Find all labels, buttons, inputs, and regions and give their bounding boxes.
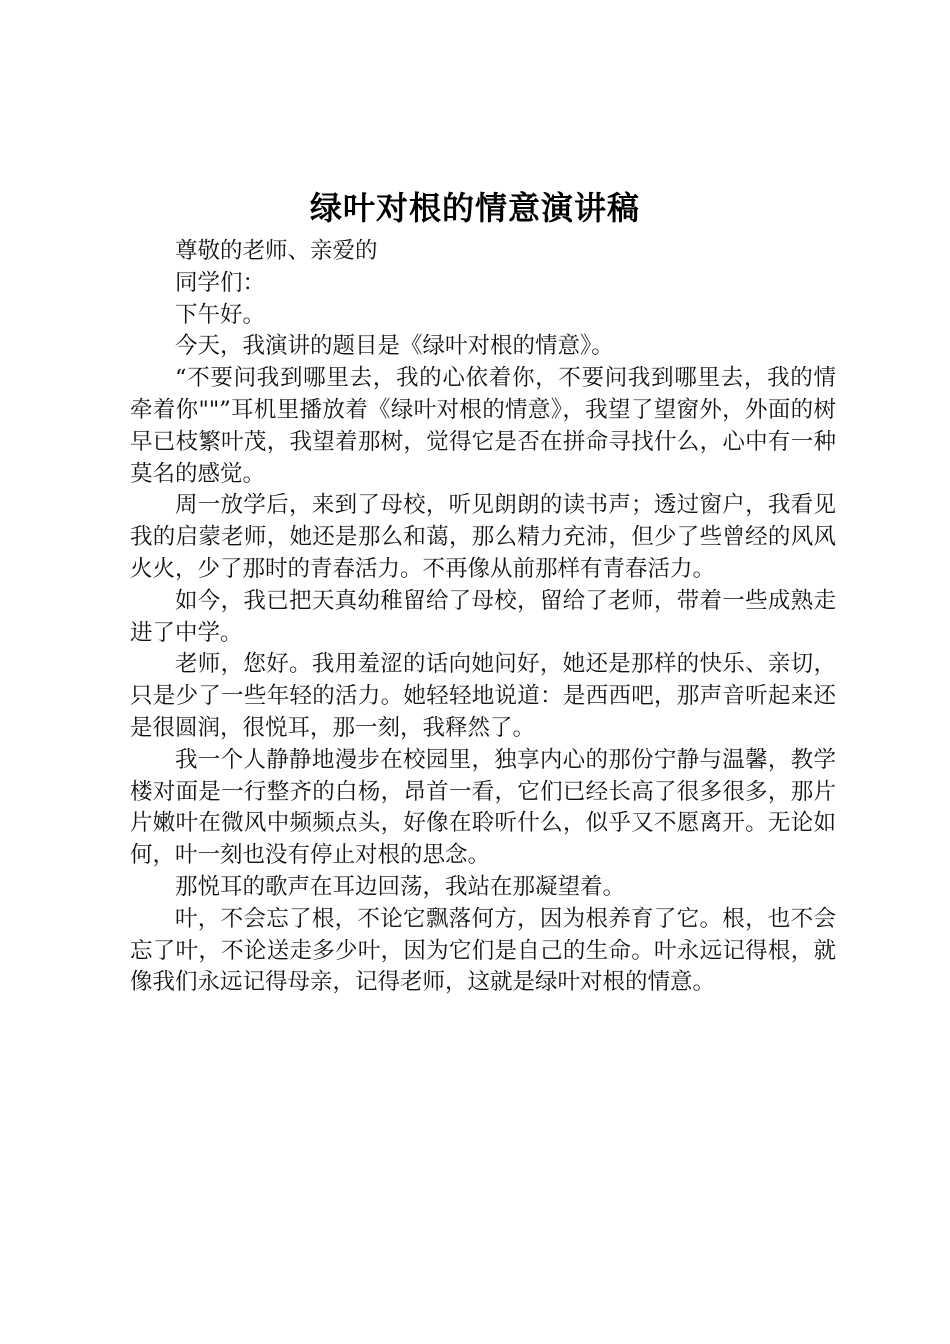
- paragraph-topic: 今天，我演讲的题目是《绿叶对根的情意》。: [175, 333, 614, 360]
- paragraph-song: “不要问我到哪里去，我的心依着你，不要问我到哪里去，我的情牵着你""”耳机里播放着《绿叶对根的情意》，我望了望窗外，外面的树早已枝繁叶茂，我望着那树，觉得它是否在拼命寻找什么，心中有一种莫名的感觉。: [130, 365, 836, 487]
- paragraph-now: 如今，我已把天真幼稚留给了母校，留给了老师，带着一些成熟走进了中学。: [130, 587, 836, 646]
- paragraph-greeting-teacher: 老师，您好。我用羞涩的话向她问好，她还是那样的快乐、亲切，只是少了一些年轻的活力。她轻轻地说道：是西西吧，那声音听起来还是很圆润，很悦耳，那一刻，我释然了。: [130, 651, 836, 741]
- paragraph-greeting-2: 同学们：: [175, 269, 266, 296]
- page-title: 绿叶对根的情意演讲稿: [309, 189, 640, 227]
- paragraph-school-visit: 周一放学后，来到了母校，听见朗朗的读书声；透过窗户，我看见我的启蒙老师，她还是那么和蔼，那么精力充沛，但少了些曾经的风风火火，少了那时的青春活力。不再像从前那样有青春活力。: [130, 492, 836, 582]
- paragraph-song-echo: 那悦耳的歌声在耳边回荡，我站在那凝望着。: [175, 873, 626, 900]
- paragraph-campus-walk: 我一个人静静地漫步在校园里，独享内心的那份宁静与温馨，教学楼对面是一行整齐的白杨，昂首一看，它们已经长高了很多很多，那片片嫩叶在微风中频频点头，好像在聆听什么，似乎又不愿离开。无论如何，叶一刻也没有停止对根的思念。: [130, 746, 836, 869]
- paragraph-greeting-1: 尊敬的老师、亲爱的: [175, 238, 378, 264]
- paragraph-conclusion: 叶，不会忘了根，不论它飘落何方，因为根养育了它。根，也不会忘了叶，不论送走多少叶，因为它们是自己的生命。叶永远记得根，就像我们永远记得母亲，记得老师，这就是绿叶对根的情意。: [130, 905, 836, 996]
- paragraph-greeting-3: 下午好。: [175, 301, 266, 328]
- speech-body: [130, 236, 836, 999]
